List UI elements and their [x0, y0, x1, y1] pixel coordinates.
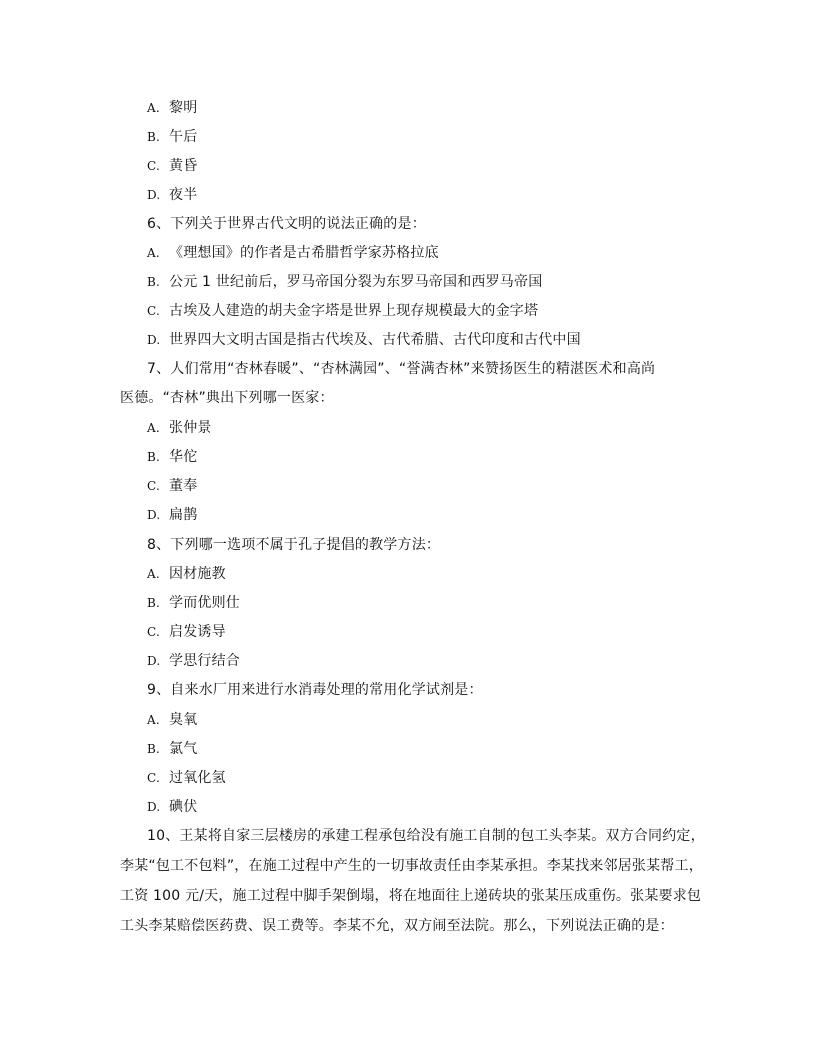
- option-letter: C.: [147, 159, 160, 173]
- option-text: 因材施教: [169, 566, 226, 582]
- option-letter: B.: [147, 596, 161, 610]
- q8-option-d: [147, 651, 240, 671]
- option-text: 夜半: [169, 187, 198, 203]
- q9-option-d: [147, 797, 197, 817]
- option-letter: A.: [147, 101, 160, 115]
- option-letter: D.: [147, 654, 161, 668]
- option-text: 公元 1 世纪前后，罗马帝国分裂为东罗马帝国和西罗马帝国: [169, 274, 543, 290]
- option-text: 董奉: [169, 478, 198, 494]
- option-letter: D.: [147, 333, 161, 347]
- q6-option-a: [147, 243, 439, 263]
- option-letter: A.: [147, 713, 160, 727]
- option-letter: B.: [147, 130, 161, 144]
- option-letter: C.: [147, 771, 160, 785]
- option-letter: B.: [147, 275, 161, 289]
- question-9-stem: 9、自来水厂用来进行水消毒处理的常用化学试剂是：: [147, 682, 483, 698]
- q7-option-c: [147, 476, 197, 496]
- option-text: 学思行结合: [169, 653, 240, 669]
- option-letter: D.: [147, 188, 161, 202]
- option-text: 氯气: [169, 741, 198, 757]
- question-7-stem-line2: 医德。“杏林”典出下列哪一医家：: [120, 390, 334, 406]
- option-letter: C.: [147, 625, 160, 639]
- option-text: 臭氧: [169, 712, 198, 728]
- option-text: 华佗: [169, 449, 198, 465]
- q7-option-a: [147, 418, 212, 438]
- option-letter: C.: [147, 479, 160, 493]
- q6-option-d: [147, 330, 581, 350]
- option-b: [147, 127, 197, 147]
- option-letter: D.: [147, 800, 161, 814]
- q9-option-c: [147, 768, 226, 788]
- option-letter: A.: [147, 421, 160, 435]
- q8-option-c: [147, 622, 226, 642]
- option-text: 《理想国》的作者是古希腊哲学家苏格拉底: [169, 245, 439, 261]
- question-10-line2: 李某“包工不包料”，在施工过程中产生的一切事故责任由李某承担。李某找来邻居张某帮工，: [120, 858, 703, 874]
- option-text: 过氧化氢: [169, 770, 226, 786]
- question-10-line3: 工资 100 元/天，施工过程中脚手架倒塌，将在地面往上递砖块的张某压成重伤。张某要求包: [120, 888, 702, 904]
- option-c: [147, 156, 197, 176]
- q6-option-c: [147, 301, 538, 321]
- option-text: 黄昏: [169, 158, 198, 174]
- option-text: 碘伏: [169, 799, 198, 815]
- option-text: 黎明: [169, 100, 198, 116]
- option-text: 午后: [169, 129, 198, 145]
- q6-option-b: [147, 272, 542, 292]
- option-text: 学而优则仕: [169, 595, 240, 611]
- option-text: 扁鹊: [169, 507, 198, 523]
- option-d: [147, 185, 197, 205]
- option-text: 世界四大文明古国是指古代埃及、古代希腊、古代印度和古代中国: [169, 332, 581, 348]
- option-letter: B.: [147, 742, 161, 756]
- option-letter: A.: [147, 567, 160, 581]
- option-text: 张仲景: [169, 420, 212, 436]
- option-letter: A.: [147, 246, 160, 260]
- option-letter: C.: [147, 304, 160, 318]
- option-letter: B.: [147, 450, 161, 464]
- question-10-line1: 10、王某将自家三层楼房的承建工程承包给没有施工自制的包工头李某。双方合同约定，: [147, 828, 705, 844]
- question-6-stem: 6、下列关于世界古代文明的说法正确的是：: [147, 216, 426, 232]
- q8-option-a: [147, 564, 226, 584]
- q8-option-b: [147, 593, 240, 613]
- question-7-stem-line1: 7、人们常用“杏林春暖”、“杏林满园”、“誉满杏林”来赞扬医生的精湛医术和高尚: [147, 361, 656, 377]
- option-text: 启发诱导: [169, 624, 226, 640]
- option-a: [147, 98, 197, 118]
- q7-option-d: [147, 505, 197, 525]
- option-text: 古埃及人建造的胡夫金字塔是世界上现存规模最大的金字塔: [169, 303, 539, 319]
- q7-option-b: [147, 447, 197, 467]
- option-letter: D.: [147, 508, 161, 522]
- question-10-line4: 工头李某赔偿医药费、误工费等。李某不允，双方闹至法院。那么，下列说法正确的是：: [120, 918, 674, 934]
- question-8-stem: 8、下列哪一选项不属于孔子提倡的教学方法：: [147, 537, 441, 553]
- q9-option-a: [147, 710, 197, 730]
- q9-option-b: [147, 739, 197, 759]
